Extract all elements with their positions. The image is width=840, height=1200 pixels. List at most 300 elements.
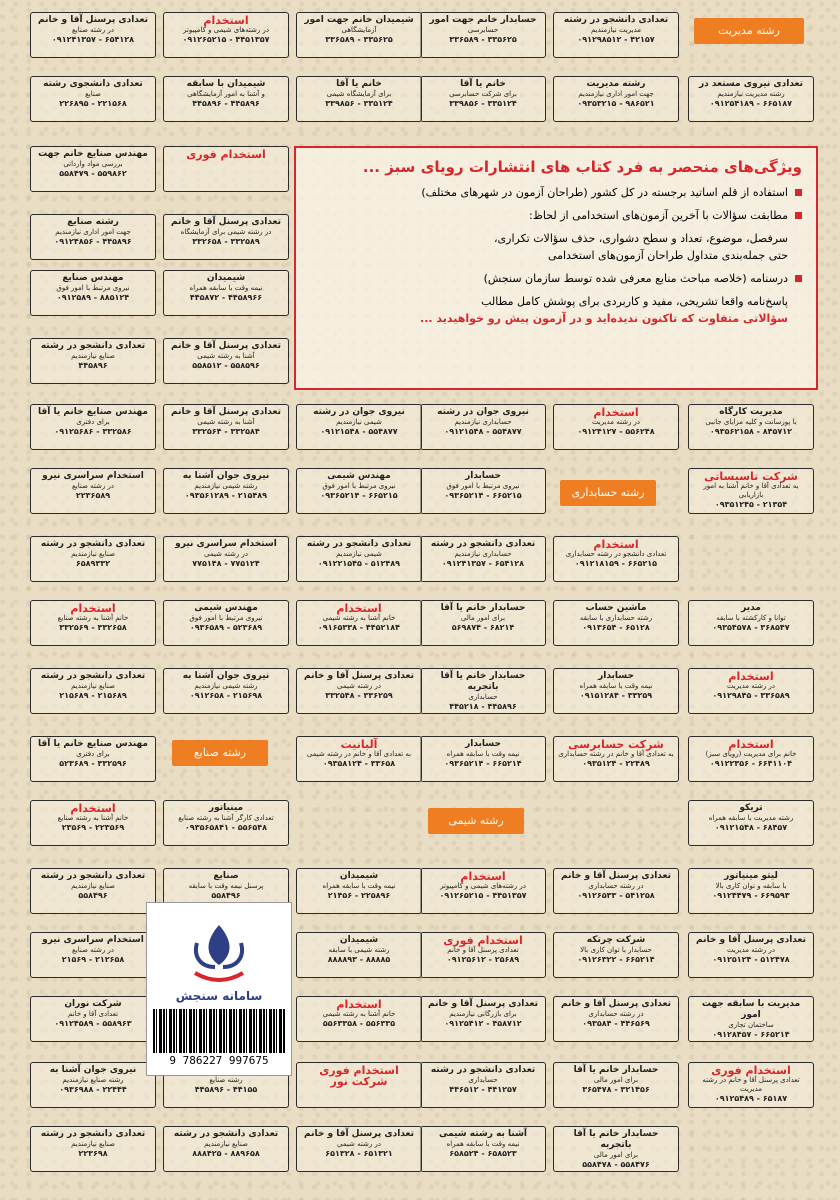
ad-title: استخدام [593, 538, 639, 551]
ad-box [688, 800, 814, 846]
ad-title: شیمیدان خانم جهت امور [304, 15, 414, 25]
ad-title: تعدادی دانشجو در رشته [40, 341, 146, 351]
ad-phone: ۳۳۲۵۶۴ - ۳۳۲۵۸۴ [192, 427, 260, 436]
ad-title: تعدادی پرسنل آقا و خانم [428, 999, 538, 1009]
ad-title: مدیریت با سابقه جهت امور [701, 999, 801, 1020]
feature-subline: حتی جمله‌بندی متداول طراحان آزمون‌های استخدامی [547, 249, 788, 262]
ad-body: صنایع نیازمندیم [204, 1140, 248, 1148]
ad-box [553, 736, 679, 782]
ad-title: استخدام فوری [186, 148, 266, 161]
ad-title: تعدادی پرسنل آقا و خانم [304, 671, 414, 681]
ad-body: به تعدادی آقا و خانم آشنا به امور بازاریابی [703, 482, 799, 499]
ad-body: در رشته حسابداری [588, 882, 644, 890]
ad-box [553, 404, 679, 450]
ad-box [420, 996, 546, 1042]
ad-phone: ۰۹۳۶۵۲۱۴ - ۶۶۵۲۱۵ [320, 491, 398, 500]
ad-phone: ۰۹۳۵۳۲۱۵ - ۹۸۶۵۲۱ [577, 99, 655, 108]
ad-box [420, 868, 546, 914]
ad-box [688, 932, 814, 978]
ad-phone: ۳۶۵۴۷۸ - ۳۲۱۴۵۶ [582, 1085, 650, 1094]
ad-title: لیتو مینیاتور [724, 871, 778, 881]
ad-box [420, 736, 546, 782]
ad-phone: ۵۵۸۴۷۹ - ۵۵۹۸۶۲ [59, 169, 127, 178]
ad-body: حسابدار با توان کاری بالا [580, 946, 652, 954]
ad-body: نیمه وقت با سابقه همراه [189, 284, 263, 292]
ad-title: استخدام سراسری نیرو [42, 471, 144, 481]
ad-phone: ۰۹۳۵۸۱۲۴ - ۳۳۶۵۸ [322, 759, 396, 768]
ad-box [30, 800, 156, 846]
ad-body: شیمی نیازمندیم [336, 550, 382, 558]
ad-phone: ۵۵۸۴۹۶ [211, 891, 241, 900]
ad-box [163, 536, 289, 582]
ad-title: حسابدار [465, 739, 501, 749]
ad-title: تعدادی دانشجو در رشته [40, 1129, 146, 1139]
ad-title: شرکت حسابرسی [568, 738, 664, 751]
ad-body: رشته صنایع [209, 1076, 243, 1084]
ad-body: آشنا به رشته شیمی [197, 352, 255, 360]
ad-box [688, 668, 814, 714]
ad-phone: ۰۹۳۵۶۱۲۸۹ - ۲۱۵۴۸۹ [184, 491, 268, 500]
ad-title: استخدام [460, 870, 506, 883]
ad-phone: ۸۸۸۴۲۵ - ۸۸۹۶۵۸ [192, 1149, 260, 1158]
ad-title: حسابدار [465, 471, 501, 481]
ad-body: رشته شیمی با سابقه [328, 946, 390, 954]
ad-title: استخدام [728, 670, 774, 683]
ad-phone: ۰۹۱۲۱۵۴۸ - ۵۵۴۸۷۷ [320, 427, 398, 436]
ad-body: خانم آشنا به رشته صنایع [57, 614, 129, 622]
ad-title: حسابدار خانم جهت امور [429, 15, 537, 25]
ad-phone: ۰۹۱۲۵۴۸۹ - ۶۵۱۸۷ [714, 1094, 788, 1103]
ad-body: ساختمان تجاری [728, 1021, 774, 1029]
ad-phone: ۰۹۳۶۹۸۸ - ۲۲۴۴۴ [59, 1085, 127, 1094]
ad-phone: ۴۴۵۸۹۶ [78, 361, 108, 370]
ad-body: در رشته صنایع [72, 946, 114, 954]
ad-phone: ۳۳۶۵۸۹ - ۳۳۵۶۲۵ [449, 35, 517, 44]
ad-phone: ۰۹۱۳۶۵۴ - ۶۵۱۲۸ [582, 623, 650, 632]
ad-body: در رشته مدیریت [726, 946, 776, 954]
ad-title: شرکت چرتکه [586, 935, 646, 945]
ad-body: در رشته حسابداری [588, 1010, 644, 1018]
ad-title: تعدادی پرسنل آقا و خانم [561, 871, 671, 881]
ad-phone: ۰۹۳۶۵۲۱۴ - ۶۶۵۲۱۴ [444, 759, 522, 768]
ad-phone: ۰۹۱۲۹۸۵۱۲ - ۴۲۱۵۷ [577, 35, 655, 44]
ad-phone: ۰۹۱۲۴۱۲۷ - ۵۵۶۲۴۸ [577, 427, 655, 436]
ad-box [420, 932, 546, 978]
ad-phone: ۵۲۳۶۸۹ - ۳۳۲۵۹۶ [59, 759, 127, 768]
ad-box [30, 1062, 156, 1108]
ad-box [296, 76, 422, 122]
ad-box [420, 536, 546, 582]
ad-box [553, 868, 679, 914]
ad-phone: ۰۹۱۲۶۵۸ - ۲۱۵۶۹۸ [189, 691, 263, 700]
ad-body: حسابداری نیازمندیم [454, 550, 512, 558]
ad-box [163, 338, 289, 384]
feature-item: مطابقت سؤالات با آخرین آزمون‌های استخدامی از لحاظ: [310, 207, 802, 224]
ad-box [553, 932, 679, 978]
ad-body: برای امور مالی [593, 1076, 639, 1084]
ad-phone: ۳۳۶۵۸۹ - ۳۳۵۶۲۵ [325, 35, 393, 44]
ad-title: خانم یا آقا [460, 79, 506, 89]
ad-body: رشته مدیریت نیازمندیم [717, 90, 785, 98]
ad-box [296, 404, 422, 450]
ad-body: حسابرسی [467, 26, 499, 34]
ad-phone: ۳۳۲۶۵۸ - ۳۳۲۵۸۹ [192, 237, 260, 246]
ad-title: حسابدار خانم یا آقا باتجربه [440, 671, 526, 692]
ad-box [553, 12, 679, 58]
ad-body: آزمایشگاهی [341, 26, 377, 34]
ad-box [688, 404, 814, 450]
section-tag-accounting: رشته حسابداری [560, 480, 656, 506]
ad-phone: ۰۹۳۵۶۵۸۴۱ - ۵۵۶۵۴۸ [184, 823, 268, 832]
ad-title: شیمیدان [339, 935, 379, 945]
ad-title: مهندس صنایع خانم یا آقا [37, 407, 149, 417]
ad-title: مدیریت کارگاه [719, 407, 783, 417]
ad-body: تعدادی آقا و خانم [67, 1010, 119, 1018]
ad-box [420, 76, 546, 122]
ad-phone: ۰۹۱۲۵۴۱۸۹ - ۶۶۵۱۸۷ [709, 99, 793, 108]
ad-box [30, 404, 156, 450]
ad-title: مهندس صنایع [62, 273, 124, 283]
ad-body: رشته صنایع نیازمندیم [62, 1076, 124, 1084]
ad-phone: ۰۹۳۵۸۴ - ۴۴۶۵۶۹ [582, 1019, 650, 1028]
ad-box [296, 736, 422, 782]
ad-box [163, 404, 289, 450]
ad-title: استخدام فوری [711, 1064, 791, 1077]
ad-box [163, 800, 289, 846]
ad-phone: ۰۹۱۲۴۵۸۹ - ۵۵۸۹۶۳ [54, 1019, 132, 1028]
ad-box [420, 1126, 546, 1172]
ad-box [296, 12, 422, 58]
ad-title: تریکو [739, 803, 763, 813]
ad-phone: ۵۶۹۸۷۴ - ۶۸۲۱۴ [451, 623, 515, 632]
ad-phone: ۸۸۸۸۹۳ - ۸۸۸۸۵ [327, 955, 391, 964]
ad-body: نیروی مرتبط با امور فوق [56, 284, 130, 292]
ad-body: خانم آشنا به رشته صنایع [57, 814, 129, 822]
ad-body: توانا و کارکشته با سابقه [716, 614, 786, 622]
ad-box [553, 1062, 679, 1108]
ad-box [688, 736, 814, 782]
ad-title: استخدام [728, 738, 774, 751]
ad-body: در رشته صنایع [72, 482, 114, 490]
ad-phone: ۵۵۸۵۱۲ - ۵۵۸۵۹۶ [192, 361, 260, 370]
ad-box [163, 270, 289, 316]
ad-box [30, 146, 156, 192]
ad-box [296, 600, 422, 646]
ad-phone: ۰۹۱۲۲۳۵۶ - ۶۶۴۱۱۰۴ [709, 759, 793, 768]
ad-box [163, 214, 289, 260]
ad-title: استخدام سراسری نیرو [42, 935, 144, 945]
ad-phone: ۲۱۴۵۶ - ۲۲۵۸۹۶ [327, 891, 391, 900]
ad-body: صنایع نیازمندیم [71, 550, 115, 558]
ad-body: خانم برای مدیریت (رویای سبز) [705, 750, 797, 758]
ad-body: به تعدادی آقا و خانم در رشته حسابداری [558, 750, 674, 758]
ad-body: جهت امور اداری نیازمندیم [578, 90, 654, 98]
ad-box [30, 1126, 156, 1172]
ad-phone: ۲۱۵۶۸۹ - ۲۱۵۶۸۹ [59, 691, 127, 700]
ad-body: در رشته‌های شیمی و کامپیوتر [183, 26, 269, 34]
ad-body: نیمه وقت با سابقه همراه [446, 1140, 520, 1148]
ad-box [296, 536, 422, 582]
ad-title: حسابدار خانم یا آقا باتجربه [573, 1129, 659, 1150]
ad-phone: ۳۳۹۸۵۶ - ۳۳۵۱۲۴ [449, 99, 517, 108]
ad-body: صنایع نیازمندیم [71, 682, 115, 690]
ad-body: نیروی مرتبط با امور فوق [322, 482, 396, 490]
ad-box [296, 1062, 422, 1108]
ad-box [296, 668, 422, 714]
ad-body: حسابداری [468, 693, 498, 701]
ad-body: شیمی نیازمندیم [336, 418, 382, 426]
ad-title: آلبانیت [340, 738, 378, 751]
ad-body: نیروی مرتبط با امور فوق [189, 614, 263, 622]
ad-phone: ۶۵۸۵۲۴ - ۶۵۸۵۲۳ [449, 1149, 517, 1158]
ad-box [30, 932, 156, 978]
ad-phone: ۰۹۱۲۵۴۱۲ - ۴۵۸۷۱۲ [444, 1019, 522, 1028]
ad-box [296, 468, 422, 514]
ad-phone: ۰۹۳۵۶۲۱۵۸ - ۸۴۵۷۱۲ [709, 427, 793, 436]
ad-body: برای شرکت حسابرسی [449, 90, 517, 98]
barcode-panel [146, 902, 292, 1076]
ad-box [553, 600, 679, 646]
ad-body: تعدادی کارگر آشنا به رشته صنایع [178, 814, 274, 822]
ad-box [30, 338, 156, 384]
ad-body: در رشته شیمی [337, 682, 381, 690]
ad-box [163, 468, 289, 514]
ad-body: حسابداری [468, 1076, 498, 1084]
ad-title: تعدادی نیروی مستعد در [699, 79, 803, 89]
ad-box [420, 668, 546, 714]
ad-title: شرکت نوران [64, 999, 122, 1009]
ad-phone: ۲۲۳۶۹۸ [78, 1149, 108, 1158]
ad-box [30, 996, 156, 1042]
section-tag-industries: رشته صنایع [172, 740, 268, 766]
ad-phone: ۰۹۱۲۵۸۹ - ۸۸۵۱۲۴ [56, 293, 130, 302]
ad-box [296, 868, 422, 914]
ad-box [553, 536, 679, 582]
ad-body: به تعدادی آقا و خانم در رشته شیمی [306, 750, 412, 758]
ad-box [420, 404, 546, 450]
ad-box [420, 1062, 546, 1108]
barcode-bars [153, 1009, 285, 1053]
ad-title: تعدادی دانشجو در رشته [40, 671, 146, 681]
ad-phone: ۰۹۱۲۵۶۸۶ - ۳۳۲۵۸۶ [54, 427, 132, 436]
ad-title: حسابدار خانم یا آقا [440, 603, 526, 613]
ad-body: تعدادی پرسنل آقا و خانم [447, 946, 519, 954]
ad-title: حسابدار خانم یا آقا [573, 1065, 659, 1075]
ad-body: آشنا به رشته شیمی [197, 418, 255, 426]
ad-body: در رشته شیمی [337, 1140, 381, 1148]
ad-phone: ۵۵۸۴۹۶ [78, 891, 108, 900]
ad-title: شیمیدان [206, 273, 246, 283]
ad-body: تعدادی پرسنل آقا و خانم در رشته مدیریت [702, 1076, 800, 1093]
ad-title: استخدام [70, 602, 116, 615]
ad-title: مهندس صنایع خانم یا آقا [37, 739, 149, 749]
ad-phone: ۰۹۱۲۸۴۵۷ - ۶۶۵۲۱۴ [712, 1030, 790, 1039]
ad-title: شیمیدان با سابقه [186, 79, 266, 89]
ad-phone: ۶۵۱۳۲۸ - ۶۵۱۳۲۱ [325, 1149, 393, 1158]
ad-body: برای امور مالی [460, 614, 506, 622]
ad-box [30, 668, 156, 714]
ad-phone: ۲۲۳۶۵۸۹ [75, 491, 111, 500]
ad-phone: ۰۹۱۲۱۵۴۸ - ۶۸۴۵۷ [714, 823, 788, 832]
ad-box [296, 996, 422, 1042]
ad-phone: ۳۳۹۸۵۶ - ۳۳۵۱۲۴ [325, 99, 393, 108]
ad-phone: ۰۹۱۲۱۵۴۸ - ۵۵۴۸۷۷ [444, 427, 522, 436]
ad-title: رشته مدیریت [586, 79, 646, 89]
ad-body: برای آزمایشگاه شیمی [326, 90, 392, 98]
ad-title: مهندس شیمی [327, 471, 391, 481]
ad-title: تعدادی پرسنل آقا و خانم [171, 407, 281, 417]
ad-title: تعدادی دانشجو در رشته [430, 539, 536, 549]
ad-box [688, 1062, 814, 1108]
ad-body: خانم آشنا به رشته شیمی [322, 614, 396, 622]
feature-subline: سرفصل، موضوع، تعداد و سطح دشواری، حذف سؤالات تکراری، [493, 232, 788, 245]
feature-highlight: سؤالاتی متفاوت که تاکنون ندیده‌اید و در آزمون پیش رو خواهیدید ... [420, 312, 788, 325]
ad-body: رشته شیمی نیازمندیم [194, 482, 258, 490]
ad-body: با سابقه و توان کاری بالا [715, 882, 787, 890]
ad-title: تعدادی پرسنل آقا و خانم [696, 935, 806, 945]
ad-title: تعدادی دانشجو در رشته [563, 15, 669, 25]
ad-title: استخدام [336, 602, 382, 615]
ad-phone: ۰۹۱۲۵۶۱۲ - ۲۵۶۸۹ [446, 955, 520, 964]
ad-body: رشته حسابداری با سابقه [579, 614, 653, 622]
ad-body: نیمه وقت با سابقه همراه [322, 882, 396, 890]
ad-title: استخدام فوری [443, 934, 523, 947]
ad-phone: ۰۹۳۶۵۲۱۴ - ۶۶۵۲۱۵ [444, 491, 522, 500]
ad-body: حسابداری نیازمندیم [454, 418, 512, 426]
ad-body: در رشته شیمی برای آزمایشگاه [180, 228, 272, 236]
ad-box [553, 668, 679, 714]
ad-body: بررسی مواد وارداتی [63, 160, 123, 168]
ad-box [30, 536, 156, 582]
ad-box [688, 468, 814, 514]
ad-phone: ۶۵۸۹۳۳۲ [75, 559, 111, 568]
ad-phone: ۰۹۱۲۴۱۳۵۷ - ۶۵۴۱۲۸ [441, 559, 525, 568]
ad-phone: ۰۹۱۲۴۱۳۵۷ - ۶۵۴۱۲۸ [51, 35, 135, 44]
ad-title: ماشین حساب [585, 603, 647, 613]
ad-body: در رشته مدیریت [591, 418, 641, 426]
isbn-number: 9 786227 997675 [169, 1054, 269, 1067]
ad-phone: ۰۹۱۲۶۵۲۱۵ - ۴۴۵۱۳۵۷ [439, 891, 527, 900]
ad-phone: ۴۴۶۵۱۲ - ۴۴۱۲۵۷ [449, 1085, 517, 1094]
ad-box [30, 468, 156, 514]
ad-body: در رشته صنایع [72, 26, 114, 34]
ad-box [30, 270, 156, 316]
ad-body: خانم آشنا به رشته شیمی [322, 1010, 396, 1018]
ad-body: در رشته شیمی [204, 550, 248, 558]
ad-body: صنایع نیازمندیم [71, 352, 115, 360]
ad-body: در رشته مدیریت [726, 682, 776, 690]
ad-title: نیروی جوان آشنا به [49, 1065, 137, 1075]
ad-box [420, 468, 546, 514]
ad-box [163, 146, 289, 192]
ad-body: نیمه وقت با سابقه همراه [446, 750, 520, 758]
feature-subline: پاسخ‌نامه واقعا تشریحی، مفید و کاربردی برای پوشش کامل مطالب [481, 295, 788, 308]
ad-title: مهندس صنایع خانم جهت [38, 149, 148, 159]
ad-box [163, 1126, 289, 1172]
ad-box [30, 868, 156, 914]
ad-body: برای بازرگانی نیازمندیم [449, 1010, 517, 1018]
ad-title: خانم یا آقا [336, 79, 382, 89]
ad-box [163, 600, 289, 646]
ad-box [163, 668, 289, 714]
ad-title: استخدام [593, 406, 639, 419]
ad-box [163, 12, 289, 58]
ad-phone: ۰۹۱۲۲۱۵۴۵ - ۵۱۲۴۸۹ [317, 559, 401, 568]
ad-box [296, 1126, 422, 1172]
ad-box [30, 214, 156, 260]
ad-box [30, 600, 156, 646]
ad-phone: ۰۹۱۲۶۵۳۳ - ۵۴۱۲۵۸ [577, 891, 655, 900]
ad-body: و آشنا به امور آزمایشگاهی [187, 90, 265, 98]
ad-body: در رشته‌های شیمی و کامپیوتر [440, 882, 526, 890]
feature-title: ویژگی‌های منحصر به فرد کتاب های انتشارات رویای سبز ... [362, 158, 802, 176]
ad-phone: ۵۵۸۴۷۸ - ۵۵۸۴۷۶ [582, 1160, 650, 1169]
publisher-logo-icon [187, 921, 251, 991]
ad-phone: ۰۹۱۵۱۲۸۴ - ۳۳۲۵۹ [579, 691, 653, 700]
ad-box [553, 1126, 679, 1172]
ad-body: مدیریت نیازمندیم [591, 26, 641, 34]
ad-body: برای امور مالی [593, 1151, 639, 1159]
ad-body: نیروی مرتبط با امور فوق [446, 482, 520, 490]
feature-box [294, 146, 818, 390]
ad-title: مهندس شیمی [194, 603, 258, 613]
ad-box [30, 12, 156, 58]
ad-title: مدیر [741, 603, 761, 613]
publisher-name: سامانه سنجش [175, 989, 263, 1003]
ad-body: جهت امور اداری نیازمندیم [55, 228, 131, 236]
ad-box [688, 76, 814, 122]
ad-phone: ۰۹۱۲۵۱۲۴ - ۵۱۲۴۷۸ [712, 955, 790, 964]
ad-title: حسابدار [598, 671, 634, 681]
ad-box [688, 996, 814, 1042]
ad-phone: ۰۹۱۲۹۸۴۵ - ۳۳۶۵۸۹ [712, 691, 790, 700]
ad-phone: ۰۹۱۲۶۳۲۲ - ۶۶۵۲۱۴ [577, 955, 655, 964]
ad-phone: ۰۹۱۲۴۴۷۹ - ۶۶۹۵۹۳ [712, 891, 790, 900]
ad-phone: ۴۴۵۸۹۶ - ۴۴۱۵۵ [194, 1085, 258, 1094]
ad-body: صنایع نیازمندیم [71, 882, 115, 890]
ad-title: تعدادی دانشجو در رشته [40, 539, 146, 549]
ad-box [553, 76, 679, 122]
ad-box [163, 76, 289, 122]
ad-phone: ۷۷۵۱۴۸ - ۷۷۵۱۲۴ [192, 559, 260, 568]
ad-phone: ۰۹۱۲۶۵۲۱۵ - ۴۴۵۱۳۵۷ [182, 35, 270, 44]
ad-title: نیروی جوان آشنا به [182, 671, 270, 681]
ad-body: برای دفتری [76, 750, 110, 758]
ad-body: صنایع نیازمندیم [71, 1140, 115, 1148]
ad-title: تعدادی پرسنل آقا و خانم [38, 15, 148, 25]
ad-box [30, 736, 156, 782]
ad-title: استخدام سراسری نیرو [175, 539, 277, 549]
ad-title: نیروی جوان آشنا به [182, 471, 270, 481]
ad-phone: ۰۹۳۵۱۲۴۵ - ۲۱۳۵۴ [714, 500, 788, 509]
ad-body: پرسنل نیمه وقت با سابقه [188, 882, 264, 890]
ad-title: رشته صنایع [67, 217, 119, 227]
section-tag-chemistry: رشته شیمی [428, 808, 524, 834]
ad-phone: ۲۱۵۶۹ - ۲۱۲۶۵۸ [61, 955, 125, 964]
ad-title: تعدادی دانشجو در رشته [40, 871, 146, 881]
ad-box [688, 600, 814, 646]
feature-item: درسنامه (خلاصه مباحث منابع معرفی شده توسط سازمان سنجش) [310, 270, 802, 287]
ad-title: استخدام [336, 998, 382, 1011]
ad-phone: ۰۹۳۶۵۸۹ - ۵۲۳۶۸۹ [189, 623, 263, 632]
ad-title: تعدادی دانشجوی رشته [43, 79, 143, 89]
ad-body: نیمه وقت با سابقه همراه [579, 682, 653, 690]
ad-title: شیمیدان [339, 871, 379, 881]
ad-title: تعدادی دانشجو در رشته [430, 1065, 536, 1075]
ad-body: رشته مدیریت با سابقه همراه [708, 814, 794, 822]
ad-phone: ۴۴۵۸۹۶ - ۴۴۵۸۹۶ [192, 99, 260, 108]
ad-title: استخدام [70, 802, 116, 815]
